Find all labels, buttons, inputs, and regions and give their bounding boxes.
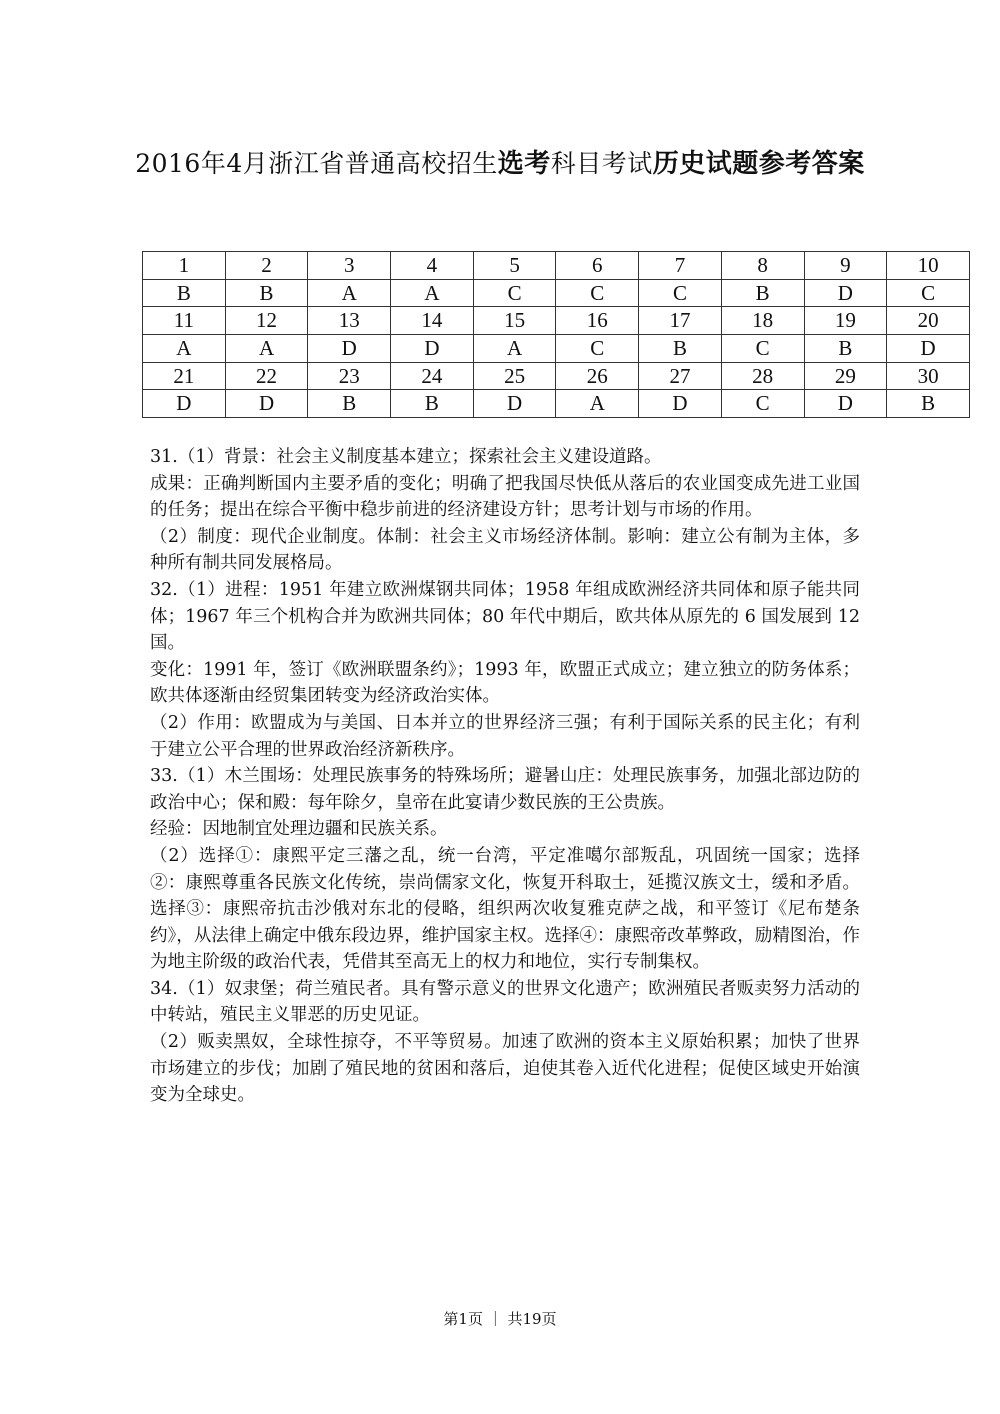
paragraph: 34.（1）奴隶堡；荷兰殖民者。具有警示意义的世界文化遗产；欧洲殖民者贩卖努力活动的中转站，殖民主义罪恶的历史见证。 xyxy=(150,978,860,1026)
table-cell: D xyxy=(473,390,556,418)
table-cell: A xyxy=(308,279,391,307)
table-cell: 27 xyxy=(639,362,722,390)
table-cell: 10 xyxy=(887,252,970,280)
table-cell: 25 xyxy=(473,362,556,390)
table-row xyxy=(143,362,970,390)
table-cell: 26 xyxy=(556,362,639,390)
table-row xyxy=(143,279,970,307)
table-cell: 22 xyxy=(225,362,308,390)
table-cell: 8 xyxy=(721,252,804,280)
table-cell: B xyxy=(804,335,887,363)
table-cell: 24 xyxy=(391,362,474,390)
table-cell: 1 xyxy=(143,252,226,280)
table-cell: B xyxy=(391,390,474,418)
table-cell: C xyxy=(556,335,639,363)
table-row xyxy=(143,390,970,418)
table-row xyxy=(143,307,970,335)
table-cell: 20 xyxy=(887,307,970,335)
table-cell: 14 xyxy=(391,307,474,335)
table-cell: C xyxy=(473,279,556,307)
answer-text xyxy=(150,444,860,1109)
table-row xyxy=(143,335,970,363)
table-cell: D xyxy=(143,390,226,418)
table-cell: C xyxy=(556,279,639,307)
table-cell: 9 xyxy=(804,252,887,280)
table-cell: 17 xyxy=(639,307,722,335)
table-cell: 30 xyxy=(887,362,970,390)
table-cell: 16 xyxy=(556,307,639,335)
table-cell: D xyxy=(804,279,887,307)
paragraph: 33.（1）木兰围场：处理民族事务的特殊场所；避暑山庄：处理民族事务，加强北部边防的政治中心；保和殿：每年除夕，皇帝在此宴请少数民族的王公贵族。 xyxy=(150,766,860,813)
table-cell: D xyxy=(308,335,391,363)
paragraph: （2）选择①：康熙平定三藩之乱，统一台湾，平定准噶尔部叛乱，巩固统一国家；选择②：康熙尊重各民族文化传统，崇尚儒家文化，恢复开科取士，延揽汉族文士，缓和矛盾。选择③：康熙帝抗击沙俄对东北的侵略，组织两次收复雅克萨之战，和平签订《尼布楚条约》，从法律上确定中俄东段边界，维护国家主权。选择④：康熙帝改革弊政，励精图治，作为地主阶级的政治代表，凭借其至高无上的权力和地位，实行专制集权。 xyxy=(150,845,860,973)
table-cell: 13 xyxy=(308,307,391,335)
table-cell: 4 xyxy=(391,252,474,280)
table-cell: C xyxy=(721,335,804,363)
table-cell: 15 xyxy=(473,307,556,335)
table-cell: 23 xyxy=(308,362,391,390)
table-cell: C xyxy=(721,390,804,418)
table-cell: B xyxy=(143,279,226,307)
table-row xyxy=(143,252,970,280)
table-cell: 19 xyxy=(804,307,887,335)
table-cell: D xyxy=(804,390,887,418)
table-cell: C xyxy=(639,279,722,307)
paragraph: 经验：因地制宜处理边疆和民族关系。 xyxy=(150,819,448,840)
paragraph: （2）制度：现代企业制度。体制：社会主义市场经济体制。影响：建立公有制为主体，多种所有制共同发展格局。 xyxy=(150,526,860,574)
paragraph: （2）贩卖黑奴，全球性掠夺，不平等贸易。加速了欧洲的资本主义原始积累；加快了世界市场建立的步伐；加剧了殖民地的贫困和落后，迫使其卷入近代化进程；促使区域史开始演变为全球史。 xyxy=(150,1032,860,1106)
table-cell: 18 xyxy=(721,307,804,335)
title-part-4: 历史试题参考答案 xyxy=(652,149,865,179)
paragraph: （2）作用：欧盟成为与美国、日本并立的世界经济三强；有利于国际关系的民主化；有利于建立公平合理的世界政治经济新秩序。 xyxy=(150,712,860,760)
table-cell: 3 xyxy=(308,252,391,280)
paragraph: 变化：1991 年，签订《欧洲联盟条约》；1993 年，欧盟正式成立；建立独立的防务体系；欧共体逐渐由经贸集团转变为经济政治实体。 xyxy=(150,659,860,707)
table-cell: A xyxy=(473,335,556,363)
table-cell: A xyxy=(225,335,308,363)
page-title xyxy=(0,143,1000,180)
title-part-1: 2016年4月浙江省普通高校招生 xyxy=(135,149,498,178)
table-cell: B xyxy=(887,390,970,418)
table-cell: C xyxy=(887,279,970,307)
page-footer: 第1页 ｜ 共19页 xyxy=(443,1310,557,1328)
table-cell: 21 xyxy=(143,362,226,390)
table-cell: 6 xyxy=(556,252,639,280)
table-cell: D xyxy=(639,390,722,418)
paragraph: 31.（1）背景：社会主义制度基本建立；探索社会主义建设道路。 xyxy=(150,447,662,467)
table-cell: 7 xyxy=(639,252,722,280)
paragraph: 32.（1）进程：1951 年建立欧洲煤钢共同体；1958 年组成欧洲经济共同体和原子能共同体；1967 年三个机构合并为欧洲共同体；80 年代中期后，欧共体从原先的 6 国发展到 12 国。 xyxy=(150,579,860,654)
table-cell: 5 xyxy=(473,252,556,280)
title-part-3: 科目考试 xyxy=(550,149,653,178)
table-cell: A xyxy=(391,279,474,307)
table-cell: D xyxy=(225,390,308,418)
table-cell: 2 xyxy=(225,252,308,280)
table-cell: 28 xyxy=(721,362,804,390)
answer-table xyxy=(142,251,970,418)
paragraph: 成果：正确判断国内主要矛盾的变化；明确了把我国尽快低从落后的农业国变成先进工业国的任务；提出在综合平衡中稳步前进的经济建设方针；思考计划与市场的作用。 xyxy=(150,473,860,521)
table-cell: A xyxy=(556,390,639,418)
table-cell: B xyxy=(721,279,804,307)
table-cell: 12 xyxy=(225,307,308,335)
table-cell: D xyxy=(887,335,970,363)
table-cell: B xyxy=(639,335,722,363)
table-cell: B xyxy=(308,390,391,418)
table-cell: A xyxy=(143,335,226,363)
table-cell: B xyxy=(225,279,308,307)
table-cell: 29 xyxy=(804,362,887,390)
table-cell: D xyxy=(391,335,474,363)
table-cell: 11 xyxy=(143,307,226,335)
title-part-2: 选考 xyxy=(497,149,551,179)
